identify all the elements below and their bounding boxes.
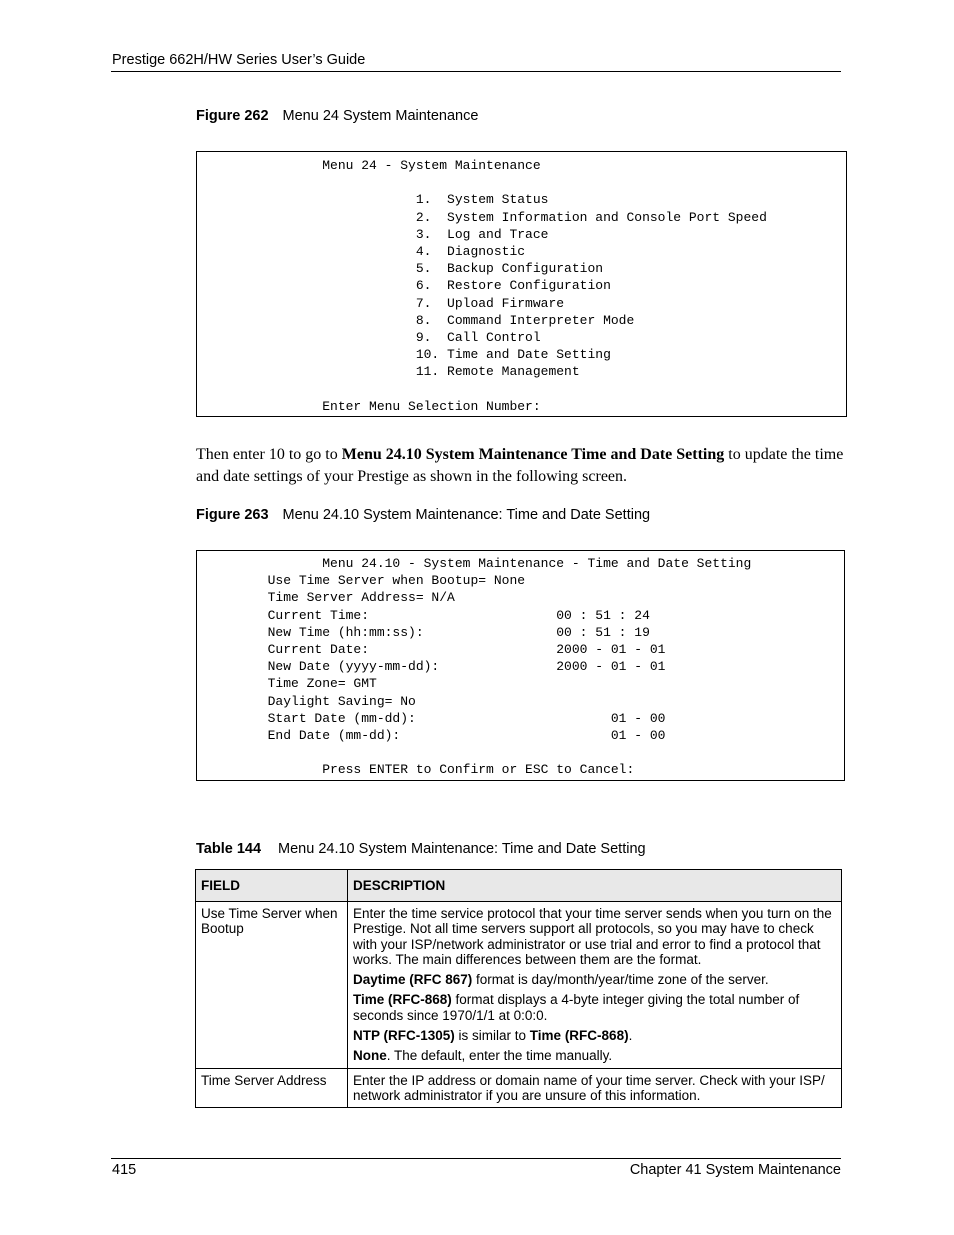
paragraph-menu-name: Menu 24.10 System Maintenance Time and Date Setting [341,446,725,463]
description-paragraph [353,1028,837,1043]
protocol-name: NTP (RFC-1305) [353,1028,455,1044]
figure-262-caption [196,108,478,124]
protocol-description: format is day/month/year/time zone of the server. [472,972,769,988]
table-144-title: Menu 24.10 System Maintenance: Time and Date Setting [278,841,646,857]
figure-263-caption [196,507,650,523]
figure-262-label: Figure 262 [196,108,269,124]
table-144-label: Table 144 [196,841,262,857]
description-paragraph: Enter the time service protocol that your time server sends when you turn on the Prestige. Not all time servers support all protocols, so you may have to check with your ISP/network administrator or use trial and error to find a protocol that works. The main differences between them are the format. [353,906,832,967]
table-row [196,1068,842,1108]
description-paragraph: Enter the IP address or domain name of your time server. Check with your ISP/ network administrator if you are unsure of this information. [353,1072,825,1103]
protocol-description: is similar to [454,1028,530,1044]
protocol-name: None [353,1048,387,1064]
table-144 [195,869,842,1108]
chapter-title: Chapter 41 System Maintenance [629,1162,841,1178]
table-144-caption [196,841,646,857]
description-paragraph [353,992,837,1023]
protocol-description: . The default, enter the time manually. [386,1048,613,1064]
field-cell: Use Time Server when Bootup [196,902,348,1069]
page-number: 415 [112,1162,137,1178]
protocol-description: . [628,1028,633,1044]
figure-262-screen [196,151,847,417]
figure-263-label: Figure 263 [196,507,269,523]
running-header-title: Prestige 662H/HW Series User’s Guide [112,52,366,68]
paragraph-text-end: to update the time and date settings of your Prestige as shown in the following screen. [196,446,844,485]
description-cell [348,902,842,1069]
header-divider [111,71,841,72]
protocol-name: Time (RFC-868) [353,992,452,1008]
footer-divider [111,1158,841,1159]
paragraph-text: Then enter 10 to go to [196,446,342,463]
figure-263-screen [196,550,845,781]
description-paragraph [353,1048,837,1063]
figure-262-title: Menu 24 System Maintenance [282,108,479,124]
protocol-name: Daytime (RFC 867) [353,972,473,988]
figure-263-terminal-text: Menu 24.10 - System Maintenance - Time and Date Setting Use Time Server when Bootup= None Time Server Address= N/A Current Time: 00 : 51 : 24 New Time (hh:mm:ss): 00 : 51 : 19 Current Date: 2000 - 01 - 01 New Date (yyyy-mm-dd): 2000 - 01 - 01 Time Zone= GMT Daylight Saving= No Start Date (mm-dd): 01 - 00 End Date (mm-dd): 01 - 00 Press ENTER to Confirm or ESC to Cancel: [267,556,752,778]
body-paragraph [196,444,846,487]
protocol-name: Time (RFC-868) [529,1028,629,1044]
field-cell: Time Server Address [196,1068,348,1108]
figure-263-title: Menu 24.10 System Maintenance: Time and Date Setting [282,507,651,523]
column-header-field: FIELD [196,870,348,902]
column-header-description: DESCRIPTION [348,870,842,902]
description-paragraph [353,972,837,987]
description-cell [348,1068,842,1108]
table-header-row [196,870,842,902]
table-row [196,902,842,1069]
protocol-description: format displays a 4-byte integer giving the total number of seconds since 1970/1/1 at 0:0:0. [353,992,800,1023]
figure-262-terminal-text: Menu 24 - System Maintenance 1. System Status 2. System Information and Console Port Speed 3. Log and Trace 4. Diagnostic 5. Backup Configuration 6. Restore Configuration 7. Upload Firmware 8. Command Interpreter Mode 9. Call Control 10. Time and Date Setting 11. Remote Management Enter Menu Selection Number: [322,158,767,414]
